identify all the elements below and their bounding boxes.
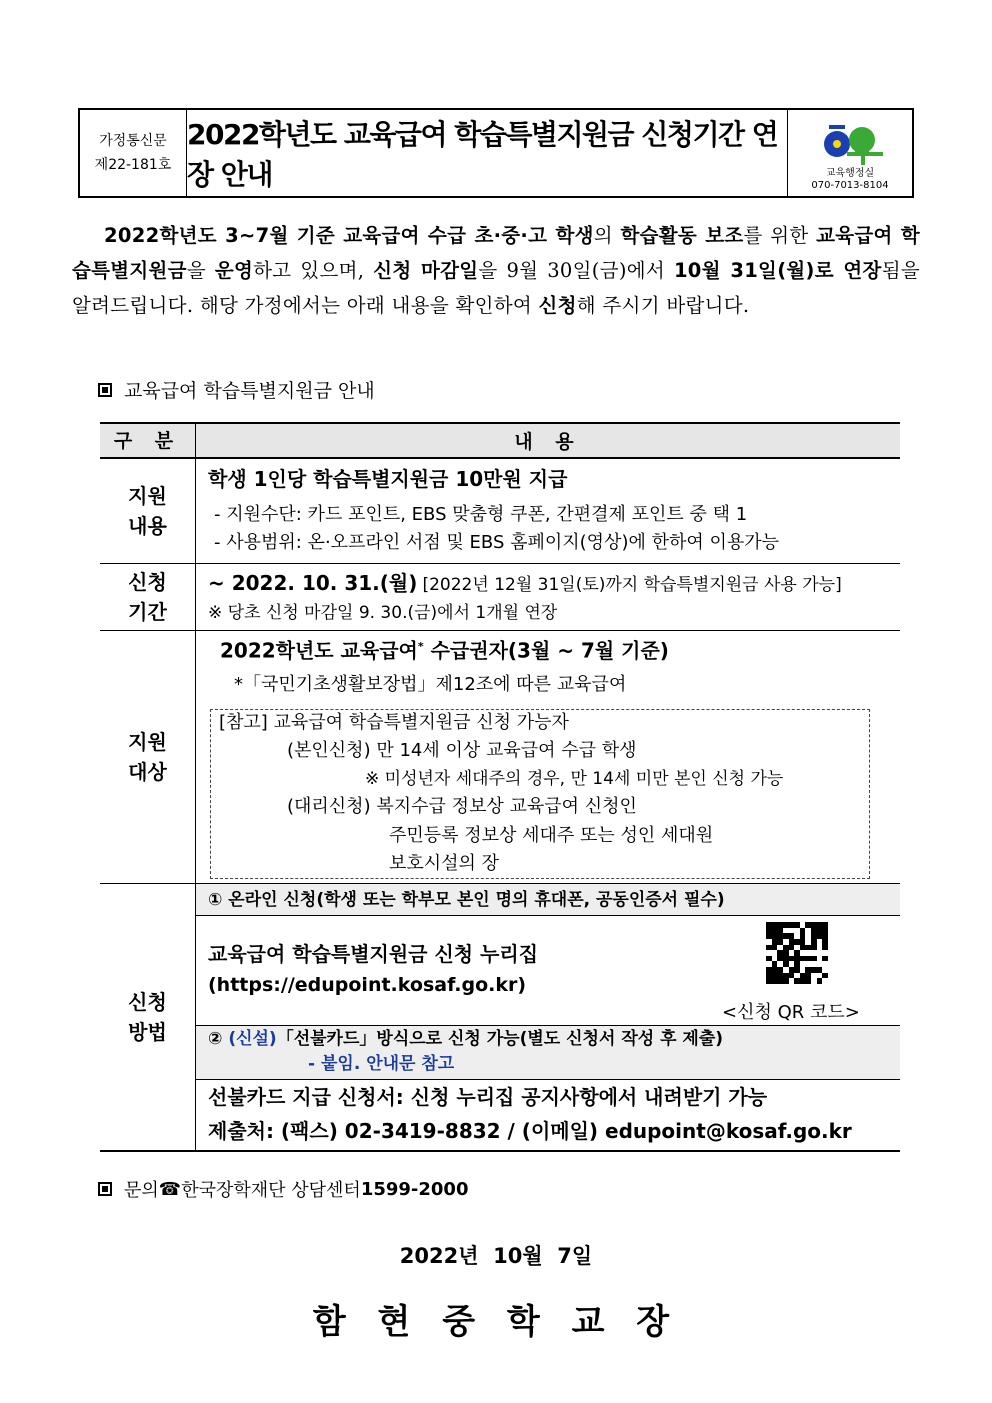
doc-no: 제22-181호 bbox=[94, 157, 172, 173]
intro-bold-11: 10월 31일(월) bbox=[673, 259, 815, 282]
target-main-b: 수급권자(3월 ~ 7월 기준) bbox=[423, 638, 669, 663]
intro-bold-9: 신청 마감일 bbox=[373, 259, 479, 282]
ref-self-text: 만 14세 이상 교육급여 수급 학생 bbox=[376, 739, 637, 761]
method-label-2: 방법 bbox=[128, 1020, 167, 1044]
section-title-text: 교육급여 학습특별지원금 안내 bbox=[124, 380, 375, 402]
support-line-1: - 지원수단: 카드 포인트, EBS 맞춤형 쿠폰, 간편결제 포인트 중 택 1 bbox=[214, 504, 748, 525]
card-ref: - 붙임. 안내문 참고 bbox=[308, 1054, 455, 1074]
period-note: ※ 당초 신청 마감일 9. 30.(금)에서 1개월 연장 bbox=[208, 603, 558, 623]
method-label bbox=[100, 884, 196, 1150]
intro-text-16: 해 주시기 바랍니다. bbox=[576, 294, 750, 317]
intro-paragraph bbox=[72, 218, 920, 323]
header-content: 내 용 bbox=[514, 431, 582, 453]
support-main: 학생 1인당 학습특별지원금 10만원 지급 bbox=[208, 467, 568, 491]
table-row-support bbox=[100, 459, 900, 564]
intro-bold-7: 운영 bbox=[214, 259, 254, 282]
period-sub: [2022년 12월 31일(토)까지 학습특별지원금 사용 가능] bbox=[422, 575, 842, 595]
document-date: 2022년 10월 7일 bbox=[399, 1244, 593, 1268]
ref-proxy-3: 보호시설의 장 bbox=[389, 852, 500, 874]
school-logo-cell bbox=[788, 110, 912, 196]
target-label bbox=[100, 631, 196, 883]
target-footnote: *「국민기초생활보장법」제12조에 따른 교육급여 bbox=[234, 673, 627, 695]
inquiry-text: 한국장학재단 상담센터 bbox=[181, 1180, 361, 1201]
inquiry-line bbox=[98, 1176, 468, 1202]
intro-bold-5: 교육급여 학습특별지원금 bbox=[72, 224, 920, 282]
inquiry-label: 문의 bbox=[124, 1180, 159, 1201]
online-site-block bbox=[196, 916, 900, 1026]
ref-proxy-label: (대리신청) bbox=[287, 795, 371, 817]
square-bullet-icon bbox=[98, 383, 112, 397]
target-label-2: 대상 bbox=[128, 760, 167, 784]
support-content bbox=[196, 459, 900, 563]
table-header-row bbox=[100, 424, 900, 459]
info-table bbox=[100, 422, 900, 1152]
ref-title: [참고] 교육급여 학습특별지원금 신청 가능자 bbox=[219, 711, 569, 733]
target-star: * bbox=[417, 640, 424, 653]
dept-phone: 070-7013-8104 bbox=[811, 180, 889, 191]
ref-self bbox=[219, 736, 869, 766]
target-main-a: 2022학년도 교육급여 bbox=[220, 638, 418, 663]
card-submit: 제출처: (팩스) 02-3419-8832 / (이메일) edupoint@kosaf.go.kr bbox=[208, 1119, 852, 1143]
support-label-1: 지원 bbox=[128, 484, 167, 508]
phone-icon: ☎ bbox=[158, 1178, 182, 1200]
header-category: 구 분 bbox=[100, 424, 196, 457]
intro-text-14: 됨을 알려드립니다. 해당 가정에서는 아래 내용을 확인하여 bbox=[72, 259, 920, 317]
card-new-badge: (신설) bbox=[228, 1029, 277, 1049]
intro-text-8: 하고 있으며, bbox=[253, 259, 374, 282]
online-title: ① 온라인 신청(학생 또는 학부모 본인 명의 휴대폰, 공동인증서 필수) bbox=[196, 884, 900, 916]
intro-bold-13: 연장 bbox=[843, 259, 882, 282]
period-main: ~ 2022. 10. 31.(월) bbox=[208, 571, 418, 595]
method-label-1: 신청 bbox=[128, 990, 167, 1014]
inquiry-number: 1599-2000 bbox=[360, 1178, 469, 1200]
period-content bbox=[196, 564, 900, 630]
intro-text-2: 의 bbox=[593, 224, 621, 247]
support-label bbox=[100, 459, 196, 563]
table-row-period bbox=[100, 564, 900, 631]
site-url[interactable]: (https://edupoint.kosaf.go.kr) bbox=[208, 974, 527, 996]
support-label-2: 내용 bbox=[128, 514, 167, 538]
ref-self-label: (본인신청) bbox=[287, 739, 371, 761]
dept-name: 교육행정실 bbox=[825, 168, 875, 179]
target-label-1: 지원 bbox=[128, 730, 167, 754]
document-header bbox=[78, 108, 914, 198]
ref-proxy-1: 복지수급 정보상 교육급여 신청인 bbox=[376, 795, 637, 817]
section-title bbox=[98, 376, 375, 403]
card-block bbox=[196, 1026, 900, 1080]
target-reference-box bbox=[210, 709, 870, 879]
target-main bbox=[210, 631, 900, 667]
support-line-2: - 사용범위: 온·오프라인 서점 및 EBS 홈페이지(영상)에 한하여 이용가능 bbox=[214, 532, 780, 553]
qr-caption: <신청 QR 코드> bbox=[722, 1002, 860, 1023]
period-label bbox=[100, 564, 196, 630]
ref-self-note: ※ 미성년자 세대주의 경우, 만 14세 미만 본인 신청 가능 bbox=[365, 768, 784, 789]
period-label-1: 신청 bbox=[128, 570, 167, 594]
school-logo-icon bbox=[815, 122, 885, 168]
site-name: 교육급여 학습특별지원금 신청 누리집 bbox=[208, 942, 539, 966]
square-bullet-icon bbox=[98, 1182, 112, 1196]
method-content bbox=[196, 884, 900, 1150]
card-title: 「선불카드」방식으로 신청 가능(별도 신청서 작성 후 제출) bbox=[276, 1029, 724, 1049]
qr-code-icon[interactable] bbox=[766, 922, 828, 984]
ref-proxy-2: 주민등록 정보상 세대주 또는 성인 세대원 bbox=[389, 824, 714, 846]
card-num: ② bbox=[208, 1029, 229, 1049]
card-detail bbox=[196, 1080, 900, 1148]
target-content bbox=[196, 631, 900, 883]
intro-text-6: 을 bbox=[186, 259, 215, 282]
intro-bold-12: 로 bbox=[814, 259, 844, 282]
period-label-2: 기간 bbox=[128, 600, 167, 624]
table-row-target bbox=[100, 631, 900, 884]
page-title: 2022학년도 교육급여 학습특별지원금 신청기간 연장 안내 bbox=[187, 110, 788, 196]
intro-text-10: 을 9월 30일(금)에서 bbox=[478, 259, 674, 282]
card-form: 선불카드 지급 신청서: 신청 누리집 공지사항에서 내려받기 가능 bbox=[208, 1085, 768, 1109]
doc-number-cell bbox=[80, 110, 187, 196]
doc-type: 가정통신문 bbox=[99, 133, 167, 149]
intro-text-4: 를 위한 bbox=[743, 224, 817, 247]
principal-signature: 함 현 중 학 교 장 bbox=[312, 1302, 680, 1342]
ref-proxy bbox=[219, 792, 869, 822]
intro-bold-15: 신청 bbox=[538, 294, 577, 317]
intro-bold-1: 2022학년도 3~7월 기준 교육급여 수급 초·중·고 학생 bbox=[104, 224, 594, 247]
table-row-method bbox=[100, 884, 900, 1150]
intro-bold-3: 학습활동 보조 bbox=[620, 224, 744, 247]
